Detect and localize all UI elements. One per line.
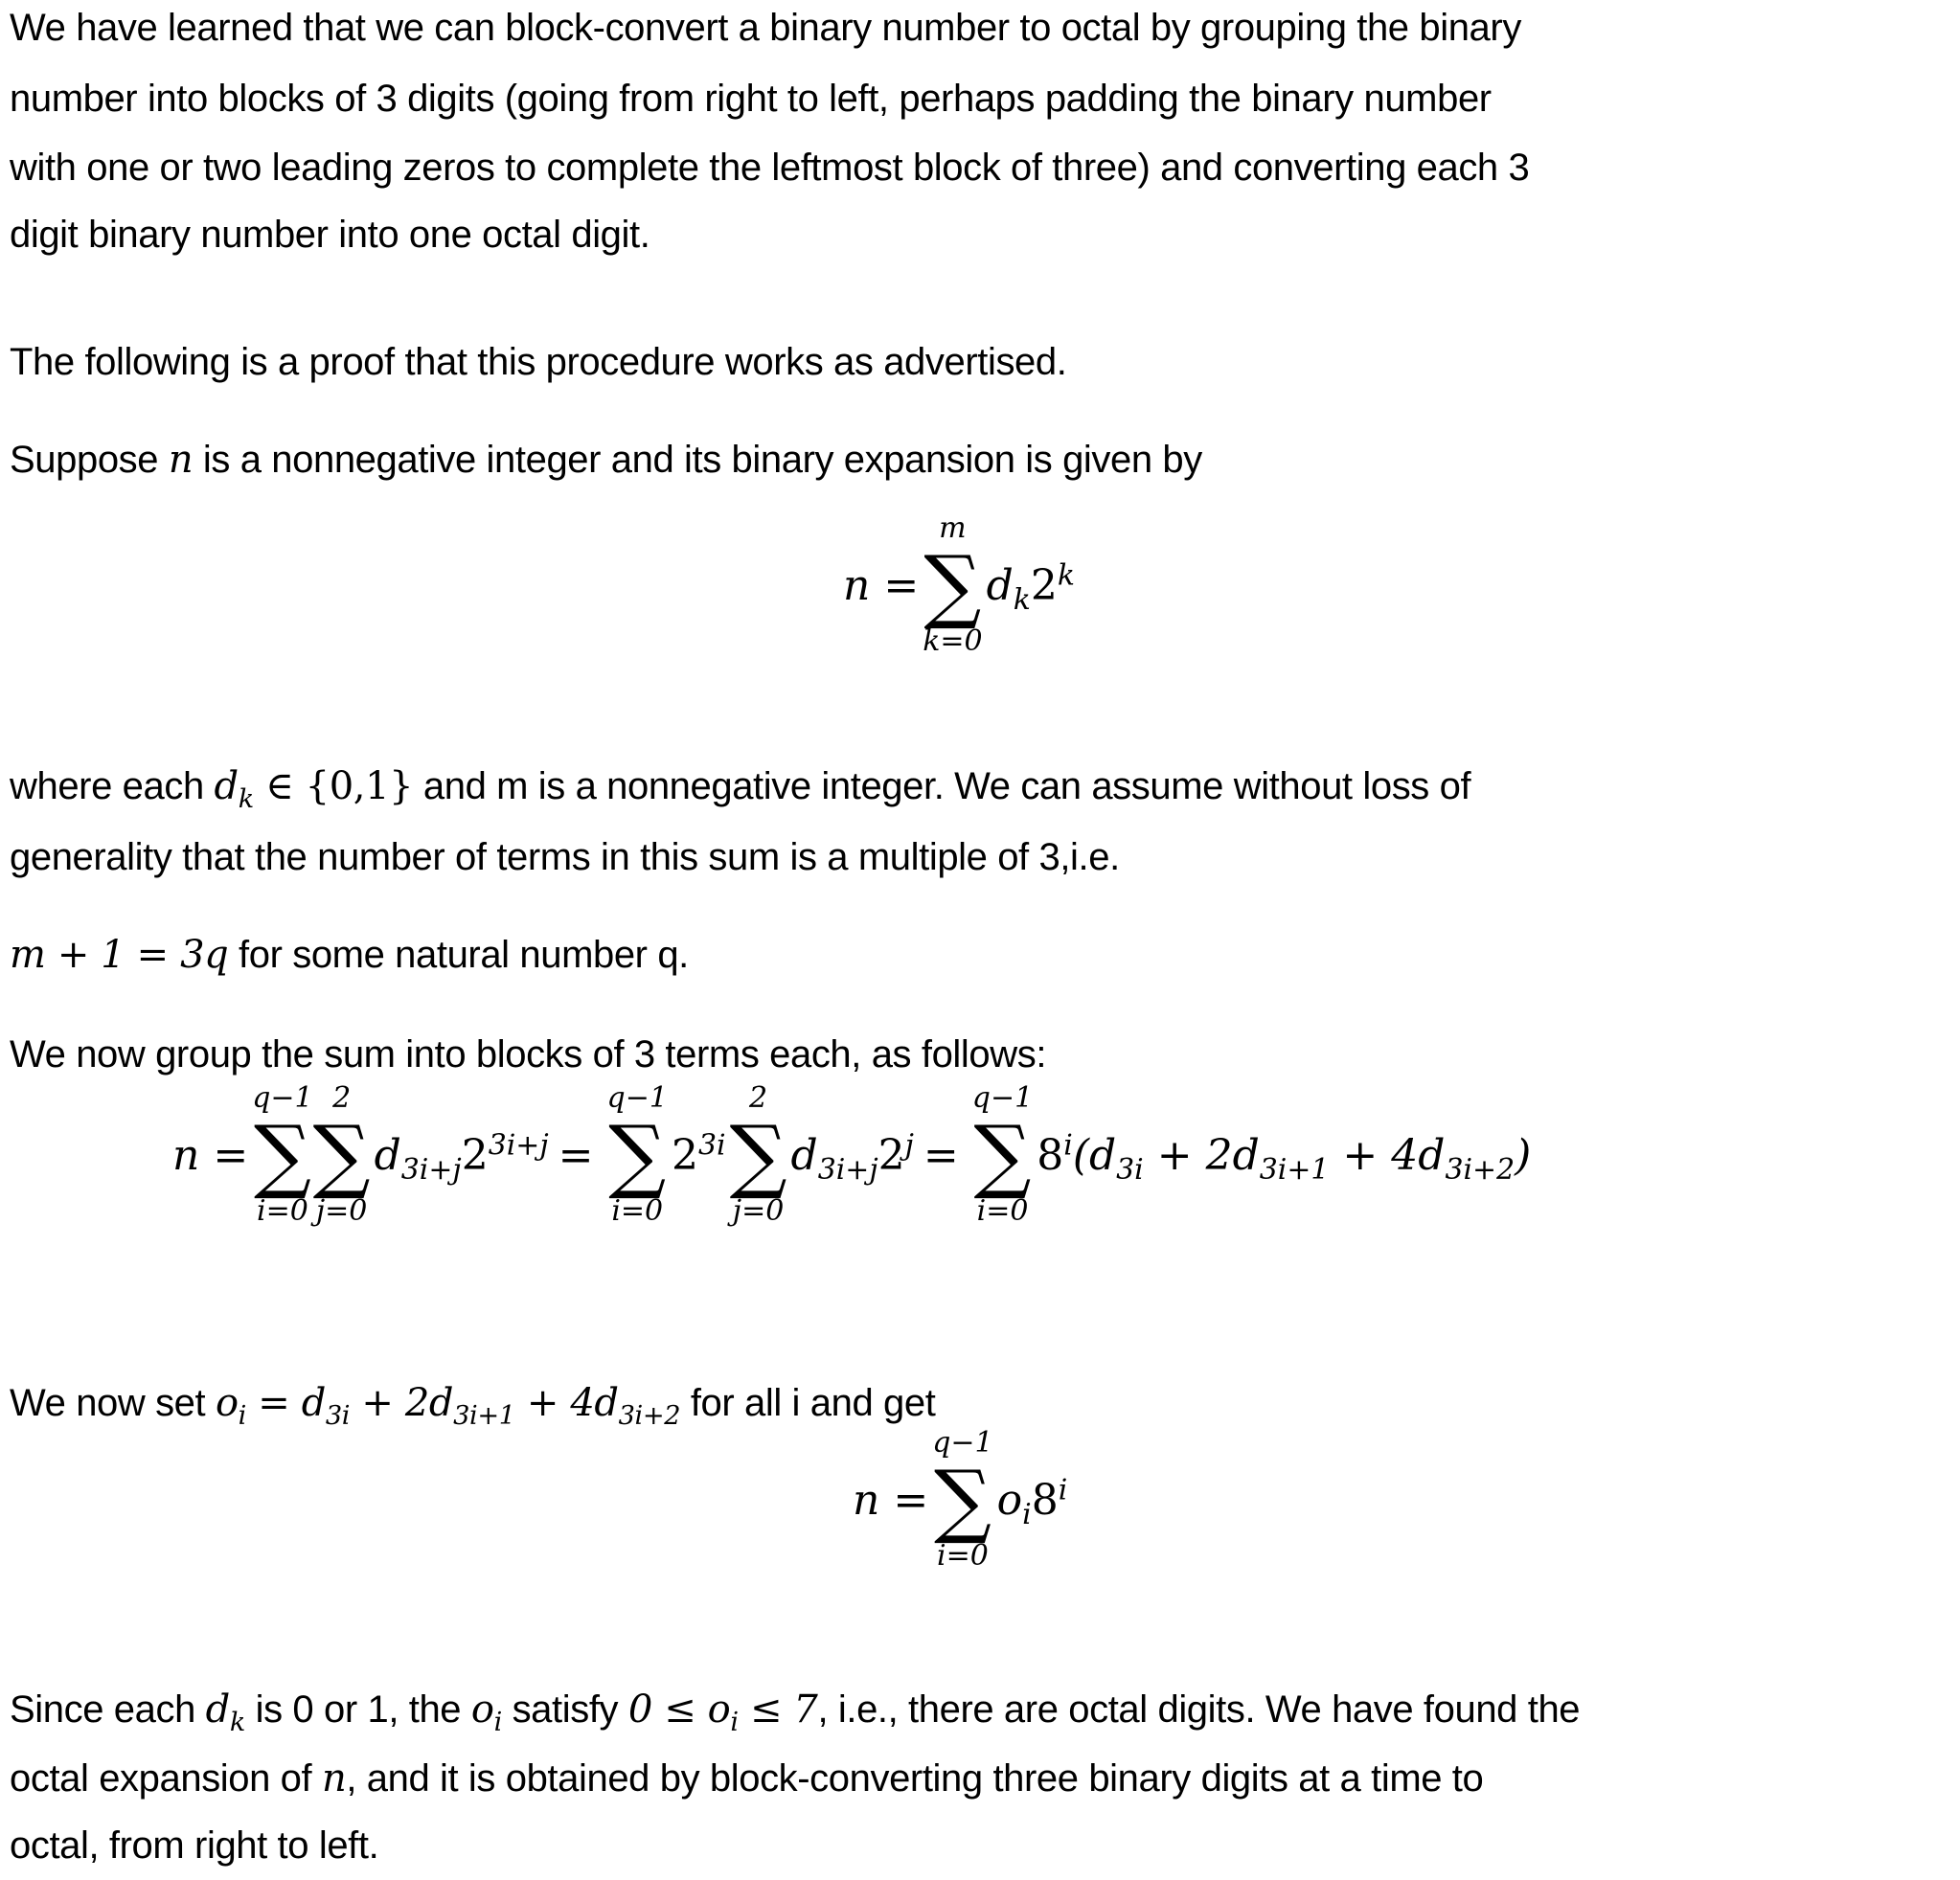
last-line: octal, from right to left. bbox=[10, 1824, 379, 1867]
proof-intro: The following is a proof that this procedure works as advertised. bbox=[10, 341, 1067, 383]
intro-line-4: digit binary number into one octal digit. bbox=[10, 214, 650, 256]
equation-grouped-sum: n = q−1 ∑ i=0 2 ∑ j=0 $d_{3i+j}2^{3i+j}$ = q−1 ∑ i=0 $2^{3i}$ 2 ∑ j=0 $d_{3i+j}2^j$ = q−1 ∑ i=0 $8^i(d_{3i} + 2d_{3i+1} + 4d_{3i+2})$ bbox=[172, 1081, 1532, 1228]
intro-line-3: with one or two leading zeros to complete the leftmost block of three) and converting each 3 bbox=[10, 147, 1530, 189]
generality-line: generality that the number of terms in this sum is a multiple of 3,i.e. bbox=[10, 836, 1120, 878]
suppose-line: Suppose n is a nonnegative integer and its binary expansion is given by bbox=[10, 438, 1202, 482]
equation-binary-expansion: n = m ∑ k=0 $d_k2^k$ bbox=[843, 511, 1076, 658]
summation: m ∑ k=0 bbox=[923, 511, 983, 658]
group-intro: We now group the sum into blocks of 3 terms each, as follows: bbox=[10, 1033, 1047, 1076]
where-line: where each $d_k$ ∈ {0,1} and m is a nonnegative integer. We can assume without loss of bbox=[10, 764, 1471, 814]
intro-line-1: We have learned that we can block-convert a binary number to octal by grouping the binary bbox=[10, 7, 1521, 49]
octal-expansion-line: octal expansion of n, and it is obtained by block-converting three binary digits at a time to bbox=[10, 1756, 1484, 1801]
m-plus-one-line: m + 1 = 3q for some natural number q. bbox=[10, 933, 689, 977]
intro-line-2: number into blocks of 3 digits (going from right to left, perhaps padding the binary number bbox=[10, 78, 1492, 120]
since-line: Since each $d_k$ is 0 or 1, the $o_i$ satisfy $0 \le o_i \le 7$, i.e., there are octal digits. We have found the bbox=[10, 1687, 1581, 1737]
equation-octal-expansion: n = q−1 ∑ i=0 $o_i8^i$ bbox=[853, 1426, 1068, 1573]
set-o-line: We now set $o_i = d_{3i} + 2d_{3i+1} + 4d_{3i+2}$ for all i and get bbox=[10, 1381, 936, 1431]
